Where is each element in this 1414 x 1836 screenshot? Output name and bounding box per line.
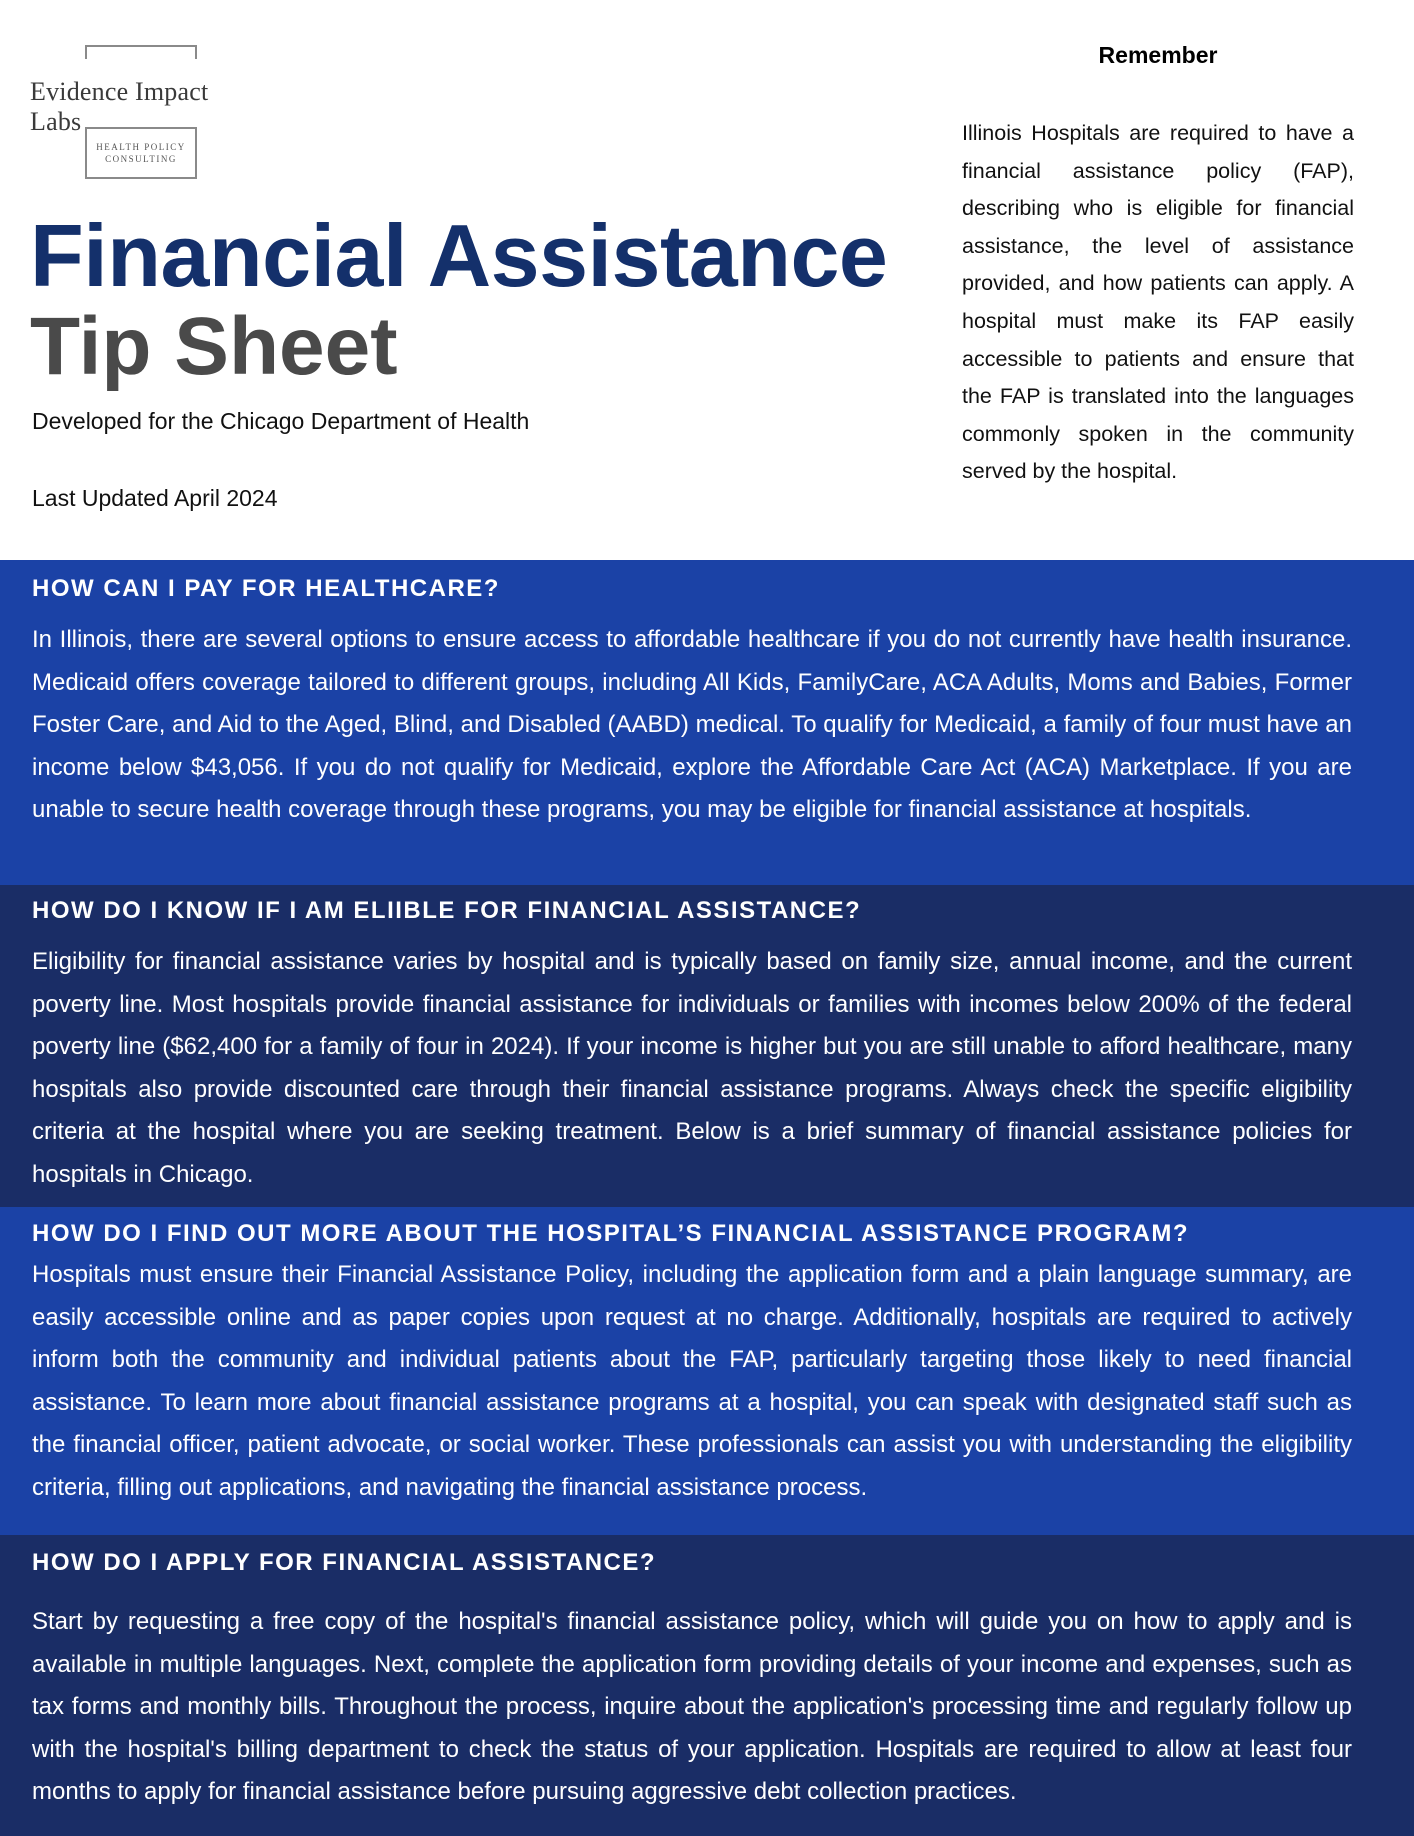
remember-body: Illinois Hospitals are required to have a financial assistance policy (FAP), describing who is eligible for financial assistance, the level of assistance provided, and how patients can apply. A hospital must make its FAP easily accessible to patients and ensure that the FAP is translated into the languages commonly spoken in the community served by the hospital. <box>962 121 1354 484</box>
logo-subtitle-line2: CONSULTING <box>105 154 177 164</box>
remember-heading: Remember <box>1098 42 1218 68</box>
last-updated-text: Last Updated April 2024 <box>32 485 278 511</box>
section-eligibility <box>0 885 1414 1207</box>
evidence-impact-labs-logo <box>30 45 260 180</box>
section-heading: HOW CAN I PAY FOR HEALTHCARE? <box>32 575 500 602</box>
logo-subtitle-line1: HEALTH POLICY <box>96 142 186 152</box>
section-body: Hospitals must ensure their Financial Assistance Policy, including the application form and a plain language summary, are easily accessible online and as paper copies upon request at no charge. Additionally, hospitals are required to actively inform both the community and individual patients about the FAP, particularly targeting those likely to need financial assistance. To learn more about financial assistance programs at a hospital, you can speak with designated staff such as the financial officer, patient advocate, or social worker. These professionals can assist you with understanding the eligibility criteria, filling out applications, and navigating the financial assistance process. <box>32 1261 1352 1501</box>
page-header <box>0 0 1414 560</box>
logo-subtitle-box <box>85 127 197 179</box>
section-heading: HOW DO I APPLY FOR FINANCIAL ASSISTANCE? <box>32 1549 657 1576</box>
logo-name: Evidence Impact Labs <box>30 77 209 136</box>
section-heading: HOW DO I FIND OUT MORE ABOUT THE HOSPITAL’S FINANCIAL ASSISTANCE PROGRAM? <box>32 1220 1190 1247</box>
title-tip-sheet: Tip Sheet <box>30 301 398 392</box>
section-heading: HOW DO I KNOW IF I AM ELIIBLE FOR FINANCIAL ASSISTANCE? <box>32 897 862 924</box>
section-body: In Illinois, there are several options to ensure access to affordable healthcare if you do not currently have health insurance. Medicaid offers coverage tailored to different groups, including All Kids, FamilyCare, ACA Adults, Moms and Babies, Former Foster Care, and Aid to the Aged, Blind, and Disabled (AABD) medical. To qualify for Medicaid, a family of four must have an income below $43,056. If you do not qualify for Medicaid, explore the Affordable Care Act (ACA) Marketplace. If you are unable to secure health coverage through these programs, you may be eligible for financial assistance at hospitals. <box>32 626 1352 823</box>
logo-top-bracket <box>85 45 197 59</box>
developed-for-text: Developed for the Chicago Department of Health <box>32 408 530 434</box>
title-financial-assistance: Financial Assistance <box>30 206 888 305</box>
section-pay-for-healthcare <box>0 560 1414 885</box>
section-find-out-more <box>0 1207 1414 1535</box>
section-how-to-apply <box>0 1535 1414 1836</box>
section-body: Start by requesting a free copy of the hospital's financial assistance policy, which will guide you on how to apply and is available in multiple languages. Next, complete the application form providing details of your income and expenses, such as tax forms and monthly bills. Throughout the process, inquire about the application's processing time and regularly follow up with the hospital's billing department to check the status of your application. Hospitals are required to allow at least four months to apply for financial assistance before pursuing aggressive debt collection practices. <box>32 1608 1352 1805</box>
section-body: Eligibility for financial assistance varies by hospital and is typically based on family size, annual income, and the current poverty line. Most hospitals provide financial assistance for individuals or families with incomes below 200% of the federal poverty line ($62,400 for a family of four in 2024). If your income is higher but you are still unable to afford healthcare, many hospitals also provide discounted care through their financial assistance programs. Always check the specific eligibility criteria at the hospital where you are seeking treatment. Below is a brief summary of financial assistance policies for hospitals in Chicago. <box>32 948 1352 1188</box>
